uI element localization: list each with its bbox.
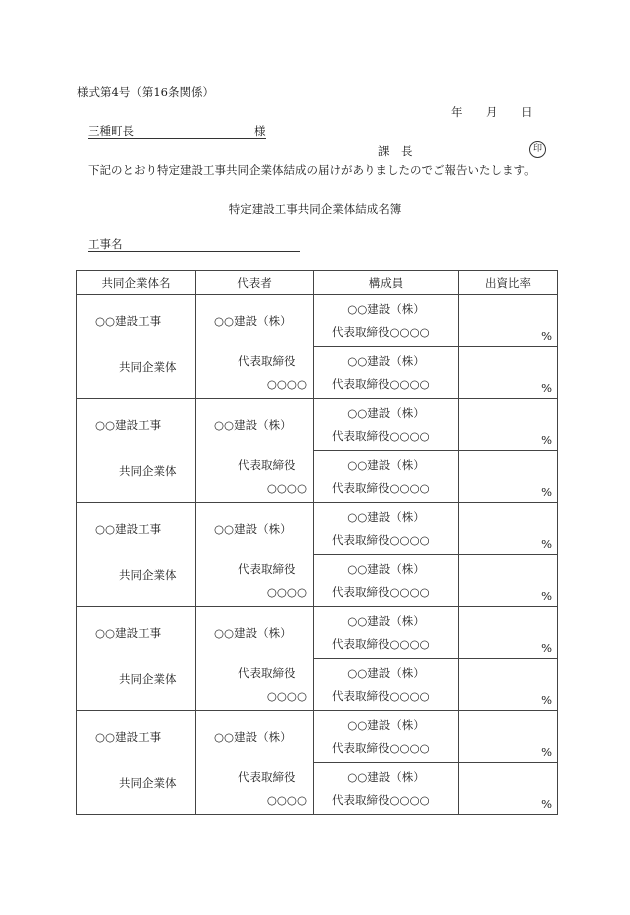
group-name-line2: 共同企業体 (119, 776, 177, 790)
share-unit: % (541, 537, 552, 551)
member-company: ○○建設（株） (347, 562, 425, 576)
member-cell (314, 399, 459, 451)
group-name-line1: ○○建設工事 (95, 626, 162, 640)
group-name-line2: 共同企業体 (119, 568, 177, 582)
share-ratio-cell (459, 347, 558, 399)
representative-company: ○○建設（株） (214, 418, 292, 432)
member-cell (314, 295, 459, 347)
representative-person: ○○○○ (266, 689, 307, 703)
group-name-cell (77, 607, 196, 711)
member-company: ○○建設（株） (347, 614, 425, 628)
member-representative: 代表取締役○○○○ (332, 481, 430, 495)
representative-company: ○○建設（株） (214, 314, 292, 328)
member-representative: 代表取締役○○○○ (332, 741, 430, 755)
member-cell (314, 503, 459, 555)
representative-title: 代表取締役 (238, 354, 296, 368)
share-ratio-cell (459, 659, 558, 711)
addressee-line (88, 123, 266, 139)
table-row (77, 295, 558, 347)
representative-company: ○○建設（株） (214, 522, 292, 536)
member-representative: 代表取締役○○○○ (332, 585, 430, 599)
addressee-honorific: 様 (254, 124, 266, 138)
member-company: ○○建設（株） (347, 718, 425, 732)
document-title: 特定建設工事共同企業体結成名簿 (228, 202, 402, 216)
member-company: ○○建設（株） (347, 406, 425, 420)
header-members: 構成員 (314, 271, 459, 295)
group-name-line2: 共同企業体 (119, 464, 177, 478)
member-cell (314, 711, 459, 763)
share-ratio-cell (459, 555, 558, 607)
representative-person: ○○○○ (266, 585, 307, 599)
member-representative: 代表取締役○○○○ (332, 637, 430, 651)
project-name-line (88, 236, 300, 252)
share-unit: % (541, 329, 552, 343)
member-company: ○○建設（株） (347, 510, 425, 524)
member-representative: 代表取締役○○○○ (332, 377, 430, 391)
share-unit: % (541, 745, 552, 759)
group-name-line2: 共同企業体 (119, 672, 177, 686)
member-cell (314, 659, 459, 711)
share-unit: % (541, 381, 552, 395)
representative-company: ○○建設（株） (214, 730, 292, 744)
table-header-row (77, 271, 558, 295)
share-unit: % (541, 433, 552, 447)
member-company: ○○建設（株） (347, 302, 425, 316)
representative-person: ○○○○ (266, 377, 307, 391)
table-row (77, 503, 558, 555)
member-representative: 代表取締役○○○○ (332, 689, 430, 703)
group-name-cell (77, 711, 196, 815)
table-row (77, 607, 558, 659)
share-ratio-cell (459, 763, 558, 815)
share-unit: % (541, 641, 552, 655)
share-ratio-cell (459, 451, 558, 503)
member-company: ○○建設（株） (347, 458, 425, 472)
share-ratio-cell (459, 399, 558, 451)
date-year: 年 (451, 105, 463, 119)
representative-title: 代表取締役 (238, 562, 296, 576)
share-ratio-cell (459, 295, 558, 347)
header-share-ratio: 出資比率 (459, 271, 558, 295)
representative-company: ○○建設（株） (214, 626, 292, 640)
share-unit: % (541, 693, 552, 707)
date-day: 日 (521, 105, 533, 119)
group-name-line1: ○○建設工事 (95, 314, 162, 328)
member-cell (314, 347, 459, 399)
share-ratio-cell (459, 503, 558, 555)
sender-title: 課 長 (378, 144, 413, 158)
representative-person: ○○○○ (266, 793, 307, 807)
group-name-line2: 共同企業体 (119, 360, 177, 374)
form-number: 様式第4号（第16条関係） (77, 85, 214, 99)
jv-roster-table (76, 270, 558, 815)
share-unit: % (541, 797, 552, 811)
table-row (77, 399, 558, 451)
representative-person: ○○○○ (266, 481, 307, 495)
group-name-line1: ○○建設工事 (95, 418, 162, 432)
representative-cell (196, 607, 314, 711)
group-name-cell (77, 503, 196, 607)
share-unit: % (541, 485, 552, 499)
member-cell (314, 451, 459, 503)
addressee-name: 三種町長 (88, 124, 134, 138)
member-cell (314, 607, 459, 659)
group-name-cell (77, 295, 196, 399)
group-name-line1: ○○建設工事 (95, 730, 162, 744)
header-representative: 代表者 (196, 271, 314, 295)
member-representative: 代表取締役○○○○ (332, 429, 430, 443)
share-ratio-cell (459, 711, 558, 763)
member-company: ○○建設（株） (347, 666, 425, 680)
representative-cell (196, 711, 314, 815)
table-row (77, 711, 558, 763)
member-representative: 代表取締役○○○○ (332, 793, 430, 807)
share-ratio-cell (459, 607, 558, 659)
date-month: 月 (486, 105, 498, 119)
seal-mark: 印 (529, 141, 546, 158)
member-cell (314, 763, 459, 815)
header-group-name: 共同企業体名 (77, 271, 196, 295)
member-cell (314, 555, 459, 607)
group-name-line1: ○○建設工事 (95, 522, 162, 536)
member-representative: 代表取締役○○○○ (332, 533, 430, 547)
intro-text: 下記のとおり特定建設工事共同企業体結成の届けがありましたのでご報告いたします。 (88, 163, 536, 177)
representative-title: 代表取締役 (238, 770, 296, 784)
table-body (77, 295, 558, 815)
representative-cell (196, 503, 314, 607)
representative-title: 代表取締役 (238, 458, 296, 472)
member-representative: 代表取締役○○○○ (332, 325, 430, 339)
group-name-cell (77, 399, 196, 503)
member-company: ○○建設（株） (347, 770, 425, 784)
representative-cell (196, 399, 314, 503)
representative-title: 代表取締役 (238, 666, 296, 680)
project-label: 工事名 (88, 237, 123, 251)
member-company: ○○建設（株） (347, 354, 425, 368)
representative-cell (196, 295, 314, 399)
share-unit: % (541, 589, 552, 603)
